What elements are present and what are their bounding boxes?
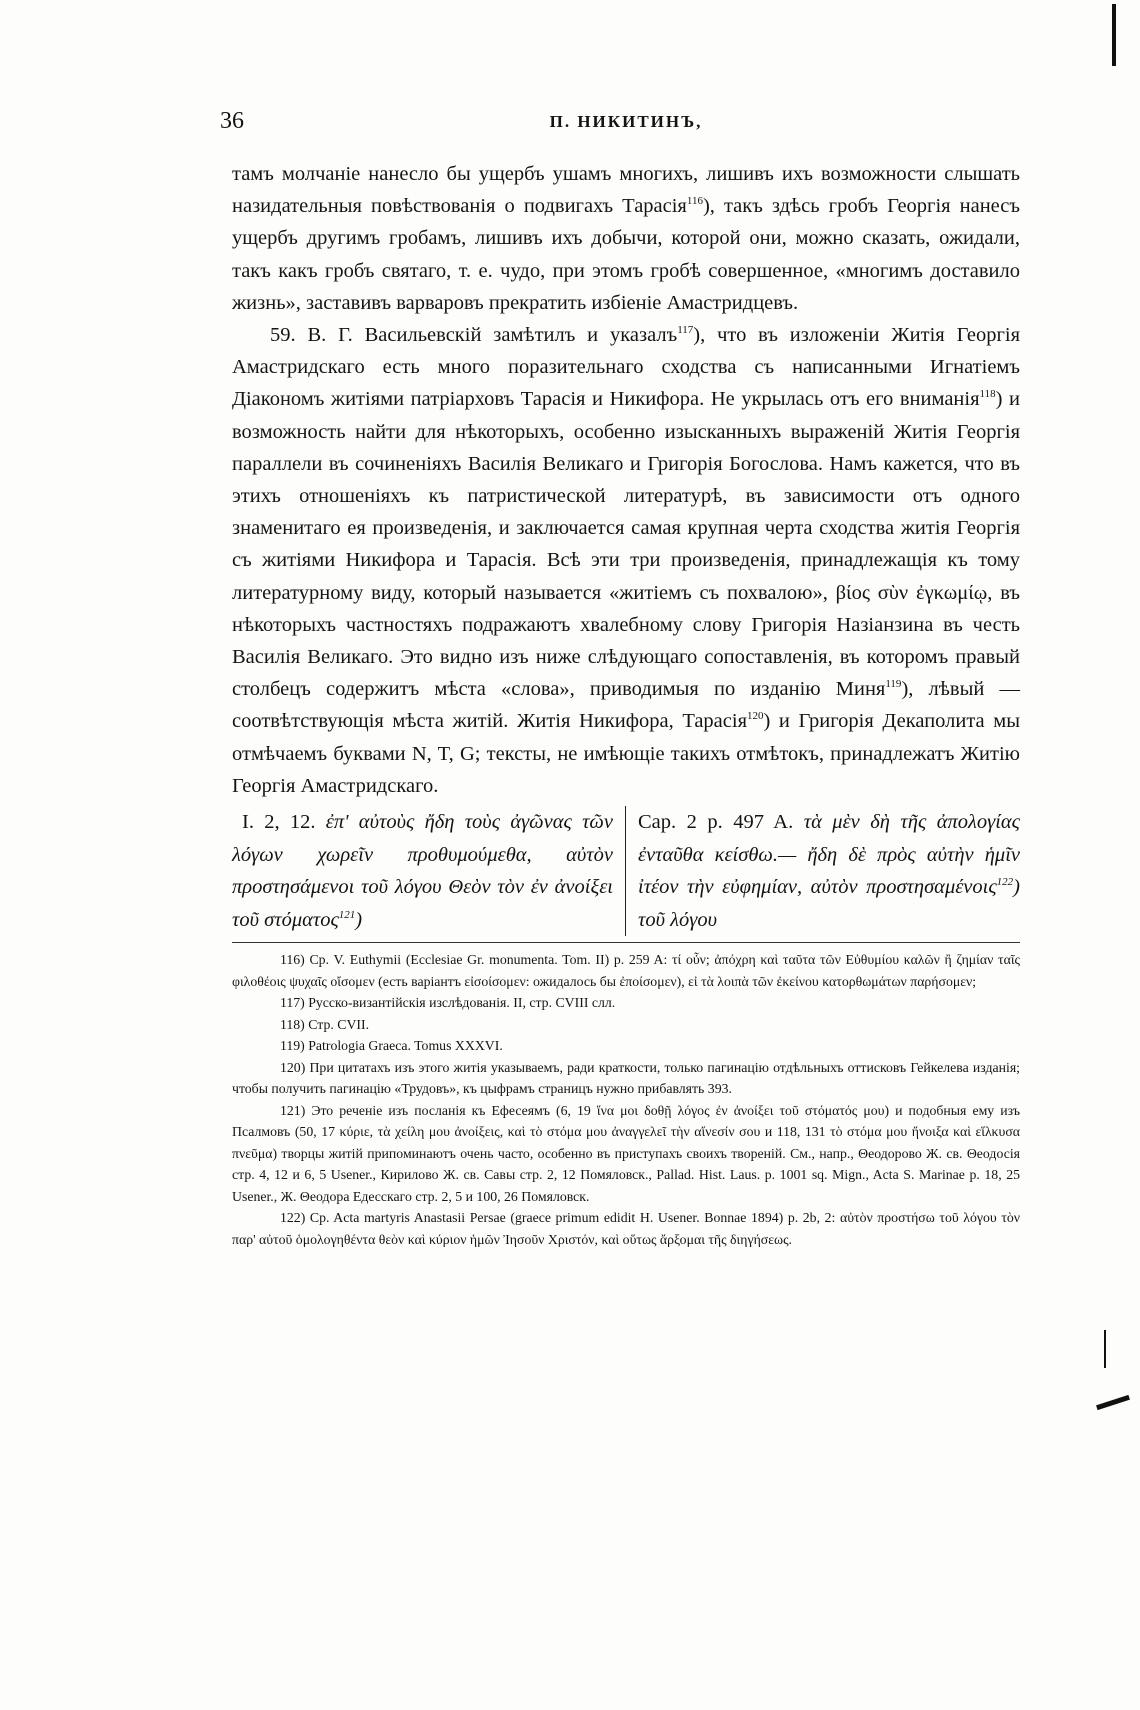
footnote-ref-118: 118 xyxy=(979,388,996,401)
running-head: П. НИКИТИНЪ, xyxy=(549,112,703,131)
scan-edge-mark-mid xyxy=(1104,1330,1106,1368)
book-page xyxy=(220,100,1021,1250)
footnote-ref-117: 117 xyxy=(677,324,694,337)
page-header xyxy=(220,100,1020,140)
right-column: Cap. 2 p. 497 A. τὰ μὲν δὴ τῆς ἀπολογίας ἐνταῦθα κείσθω.— ἤδη δὲ πρὸς αὐτὴν ἡμῖν ἰτέον τὴν εὐφημίαν, αὐτὸν προστησαμένοις$^{122}$) τοῦ λόγου xyxy=(638,811,1021,931)
footnote-ref-120: 120 xyxy=(747,710,764,723)
footnote-119: 119) Patrologia Graeca. Tomus XXXVI. xyxy=(280,1038,503,1054)
left-column: I. 2, 12. ἐπ' αὐτοὺς ἤδη τοὺς ἀγῶνας τῶν λόγων χωρεῖν προθυμούμεθα, αὐτὸν προστησάμενοι τοῦ λόγου Θεὸν τὸν ἐν ἀνοίξει τοῦ στόματος$^{121}$) xyxy=(232,806,626,936)
footnote-ref-121: 121 xyxy=(338,908,356,921)
footnote-120: 120) При цитатахъ изъ этого житія указываемъ, ради краткости, только пагинацію отдѣльныхъ оттисковъ Гейкелева изданія; чтобы получить пагинацію «Трудовъ», къ цыфрамъ страницъ нужно прибавлять 393. xyxy=(232,1059,1020,1097)
footnote-117: 117) Русско-византійскія изслѣдованія. II, стр. CVIII слл. xyxy=(280,995,616,1011)
paragraph-1: тамъ молчаніе нанесло бы ущербъ ушамъ многихъ, лишивъ ихъ возможности слышать назидательныя повѣствованія о подвигахъ Тарасія$^{116}$), такъ здѣсь гробъ Георгія нанесъ ущербъ другимъ гробамъ, лишивъ ихъ добычи, которой они, можно сказать, ожидали, такъ какъ гробъ святаго, т. е. чудо, при этомъ гробѣ совершенное, «многимъ доставило жизнь», заставивъ варваровъ прекратить избіеніе Амастридцевъ. xyxy=(232,163,1020,314)
parallel-columns xyxy=(232,806,1020,936)
main-text xyxy=(232,158,1020,802)
left-column-text: ἐπ' αὐτοὺς ἤδη τοὺς ἀγῶνας τῶν λόγων χωρεῖν προθυμούμεθα, αὐτὸν προστησάμενοι τοῦ λόγου Θεὸν τὸν ἐν ἀνοίξει τοῦ στόματος xyxy=(232,811,613,931)
footnote-122: 122) Cp. Acta martyris Anastasii Persae (graece primum edidit H. Usener. Bonnae 1894) p. 2b, 2: αὐτὸν προστήσω τοῦ λόγου τὸν παρ' αὐτοῦ ὁμολογηθέντα θεὸν καὶ κύριον ἡμῶν Ἰησοῦν Χριστόν, καὶ οὕτως ἄρξομαι τῆς διηγήσεως. xyxy=(232,1210,1020,1247)
scan-edge-mark-bottom xyxy=(1096,1395,1130,1410)
page-number: 36 xyxy=(220,108,244,134)
footnote-ref-116: 116 xyxy=(686,195,703,208)
footnote-ref-119: 119 xyxy=(885,678,902,691)
footnote-116: 116) Cp. V. Euthymii (Ecclesiae Gr. monumenta. Tom. II) p. 259 A: τί οὖν; ἀπόχρη καὶ ταῦτα τῶν Εὐθυμίου καλῶν ἢ ζημίαν ταῖς φιλοθέοις ψυχαῖς οἴσομεν (есть варіантъ εἰσοίσομεν: ожидалось бы ἐποίσομεν), εἰ τὰ λοιπὰ τῶν ἐκείνου κατορθωμάτων παρήσομεν; xyxy=(232,952,1020,989)
footnote-118: 118) Стр. CVII. xyxy=(280,1016,370,1032)
right-column-reference: Cap. 2 p. 497 A. xyxy=(638,811,794,834)
right-column-text: τὰ μὲν δὴ τῆς ἀπολογίας ἐνταῦθα κείσθω.— ἤδη δὲ πρὸς αὐτὴν ἡμῖν ἰτέον τὴν εὐφημίαν, αὐτὸν προστησαμένοις xyxy=(638,811,1021,899)
footnotes xyxy=(232,949,1020,1250)
footnote-ref-122: 122 xyxy=(996,876,1014,889)
footnote-121: 121) Это реченіе изъ посланія къ Ефесеямъ (6, 19 ἵνα μοι δοθῇ λόγος ἐν ἀνοίξει τοῦ στόματός μου) и подобныя ему изъ Псалмовъ (50, 17 κύριε, τὰ χείλη μου ἀνοίξεις, καὶ τὸ στόμα μου ἀναγγελεῖ τὴν αἴνεσίν σου и 118, 131 τὸ στόμα μου ἤνοιξα καὶ εἵλκυσα πνεῦμα) творцы житій припоминаютъ очень часто, особенно въ приступахъ своихъ твореній. См., напр., Θеодорово Ж. св. Θеодосія стр. 4, 12 и 6, 5 Usener., Кирилово Ж. св. Савы стр. 2, 12 Помяловск., Pallad. Hist. Laus. p. 1001 sq. Mign., Acta S. Marinae p. 18, 25 Usener., Ж. Θеодора Едесскаго стр. 2, 5 и 100, 26 Помяловск. xyxy=(232,1102,1020,1204)
scan-edge-mark-top xyxy=(1112,4,1116,66)
left-column-reference: I. 2, 12. xyxy=(242,811,316,834)
paragraph-2: 59. В. Г. Васильевскій замѣтилъ и указалъ$^{117}$), что въ изложеніи Житія Георгія Амастридскаго есть много поразительнаго сходства съ написанными Игнатіемъ Діакономъ житіями патріарховъ Тарасія и Никифора. Не укрылась отъ его вниманія$^{118}$) и возможность найти для нѣкоторыхъ, особенно изысканныхъ выраженій Житія Георгія параллели въ сочиненіяхъ Василія Великаго и Григорія Богослова. Намъ кажется, что въ этихъ отношеніяхъ къ патристической литературѣ, въ зависимости отъ одного знаменитаго ея произведенія, и заключается самая крупная черта сходства житія Георгія съ житіями Никифора и Тарасія. Всѣ эти три произведенія, принадлежащія къ тому литературному виду, который называется «житіемъ съ похвалою», βίος σὺν ἐγκωμίῳ, въ нѣкоторыхъ частностяхъ подражаютъ хвалебному слову Григорія Назіанзина въ честь Василія Великаго. Это видно изъ ниже слѣдующаго сопоставленія, въ которомъ правый столбецъ содержитъ мѣста «слова», приводимыя по изданію Миня$^{119}$), лѣвый — соотвѣтствующія мѣста житій. Житія Никифора, Тарасія$^{120}$) и Григорія Декаполита мы отмѣчаемъ буквами N, T, G; тексты, не имѣющіе такихъ отмѣтокъ, принадлежатъ Житію Георгія Амастридскаго. xyxy=(232,324,1020,797)
footnote-separator xyxy=(232,942,1020,943)
